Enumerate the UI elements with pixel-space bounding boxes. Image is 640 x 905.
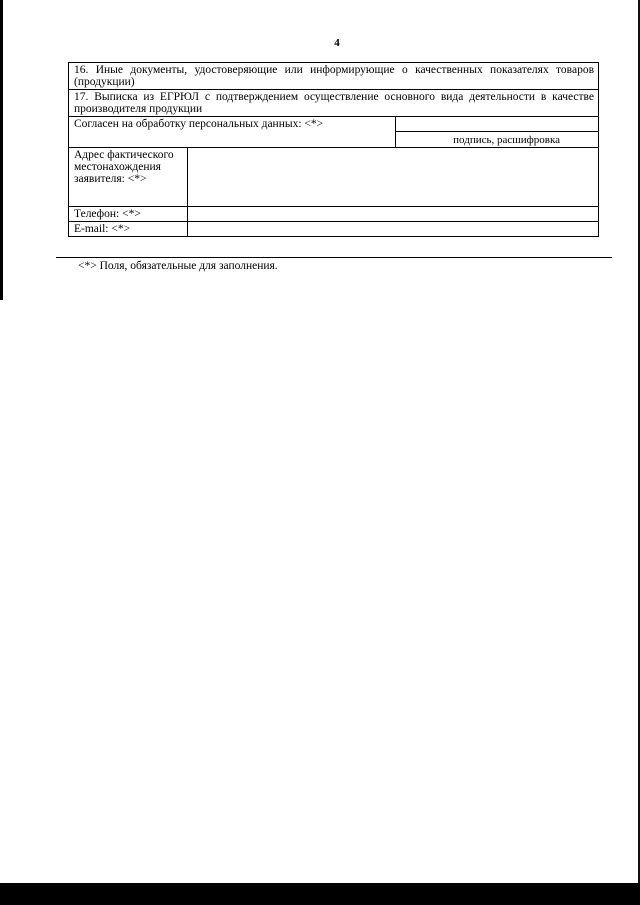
item-16-text: 16. Иные документы, удостоверяющие или информирующие о качественных показателях товаров (продукции) <box>74 64 594 88</box>
address-row <box>69 148 598 207</box>
email-row <box>69 222 598 236</box>
address-field[interactable] <box>188 148 598 206</box>
email-label: E-mail: <*> <box>69 222 188 236</box>
application-form-table <box>68 62 599 237</box>
consent-label: Согласен на обработку персональных данных: <*> <box>69 117 396 147</box>
item-16-row <box>69 63 598 90</box>
scan-bottom-edge <box>0 883 640 905</box>
item-17-row <box>69 90 598 117</box>
signature-caption: подпись, расшифровка <box>453 134 560 146</box>
item-17-text: 17. Выписка из ЕГРЮЛ с подтверждением осуществление основного вида деятельности в качестве производителя продукции <box>74 91 594 115</box>
phone-label: Телефон: <*> <box>69 207 188 221</box>
address-label: Адрес фактического местонахождения заявителя: <*> <box>69 148 188 206</box>
consent-signature-cell <box>396 117 598 147</box>
signature-field[interactable] <box>396 117 598 132</box>
footnote-text: <*> Поля, обязательные для заполнения. <box>78 260 278 272</box>
phone-field[interactable] <box>188 207 598 221</box>
phone-row <box>69 207 598 222</box>
page-number: 4 <box>334 37 340 49</box>
consent-row <box>69 117 598 148</box>
footnote-divider <box>56 257 612 258</box>
scan-left-edge <box>0 0 3 300</box>
email-field[interactable] <box>188 222 598 236</box>
